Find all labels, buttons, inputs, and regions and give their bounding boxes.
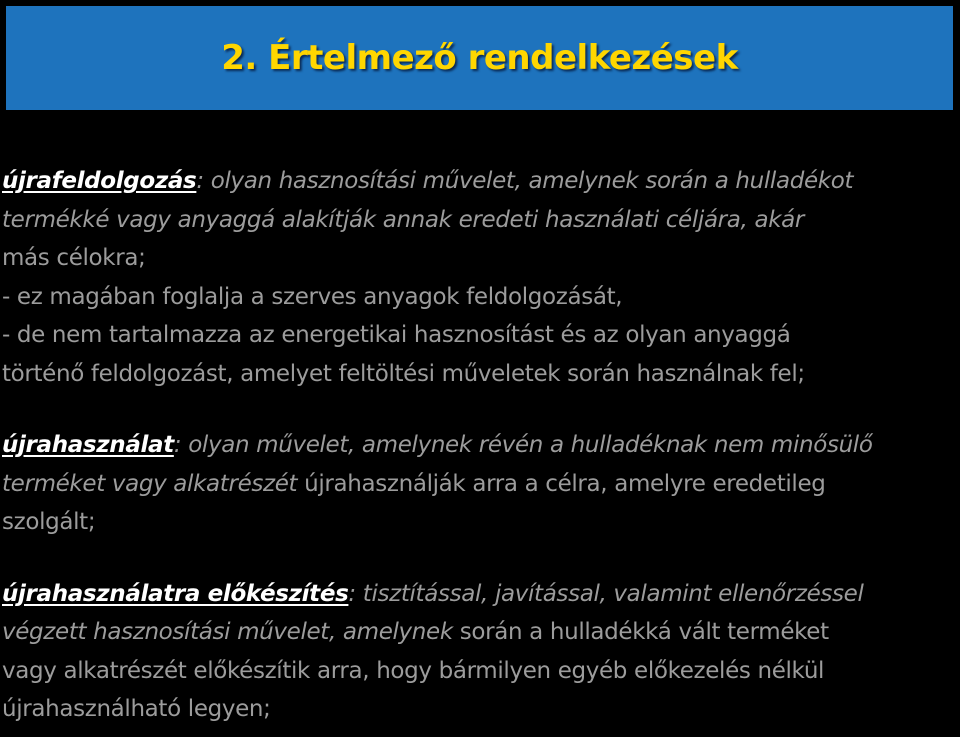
- definition-text: újrahasználják arra a célra, amelyre eredetileg: [297, 470, 826, 497]
- paragraph-gap: [2, 542, 952, 575]
- paragraph-gap: [2, 393, 952, 426]
- definition-text: terméket vagy alkatrészét: [2, 470, 298, 497]
- definition-line: [2, 613, 952, 652]
- title-bar: [6, 6, 953, 110]
- definitions-body: [2, 162, 952, 729]
- definition-line: termékké vagy anyaggá alakítják annak eredeti használati céljára, akár: [2, 206, 805, 233]
- definition-line: történő feldolgozást, amelyet feltöltési műveletek során használnak fel;: [2, 360, 805, 387]
- definition-line: [2, 162, 952, 201]
- definition-term: újrahasználatra előkészítés: [2, 580, 349, 607]
- definition-line: más célokra;: [2, 245, 146, 271]
- definition-text: végzett hasznosítási művelet, amelynek: [2, 619, 453, 645]
- definition-ujrahasznalat: [2, 426, 952, 542]
- definition-line: - de nem tartalmazza az energetikai hasznosítást és az olyan anyaggá: [2, 322, 791, 348]
- definition-ujrafeldolgozas: [2, 162, 952, 393]
- definition-line: [2, 426, 952, 465]
- definition-line: újrahasználható legyen;: [2, 696, 271, 722]
- definition-text: során a hulladékká vált terméket: [452, 619, 829, 645]
- definition-term: újrafeldolgozás: [2, 168, 197, 194]
- definition-term: újrahasználat: [2, 432, 174, 458]
- definition-text: : tisztítással, javítással, valamint ellenőrzéssel: [348, 580, 864, 607]
- slide-title: 2. Értelmező rendelkezések: [221, 38, 738, 78]
- definition-ujrahasznalatra-elokeszites: [2, 575, 952, 729]
- definition-line: vagy alkatrészét előkészítik arra, hogy bármilyen egyéb előkezelés nélkül: [2, 657, 825, 684]
- definition-line: [2, 575, 952, 614]
- definition-line: - ez magában foglalja a szerves anyagok feldolgozását,: [2, 283, 623, 310]
- definition-line: szolgált;: [2, 509, 96, 535]
- definition-text: : olyan hasznosítási művelet, amelynek során a hulladékot: [196, 168, 854, 194]
- definition-line: [2, 465, 952, 504]
- definition-text: : olyan művelet, amelynek révén a hulladéknak nem minősülő: [173, 432, 873, 458]
